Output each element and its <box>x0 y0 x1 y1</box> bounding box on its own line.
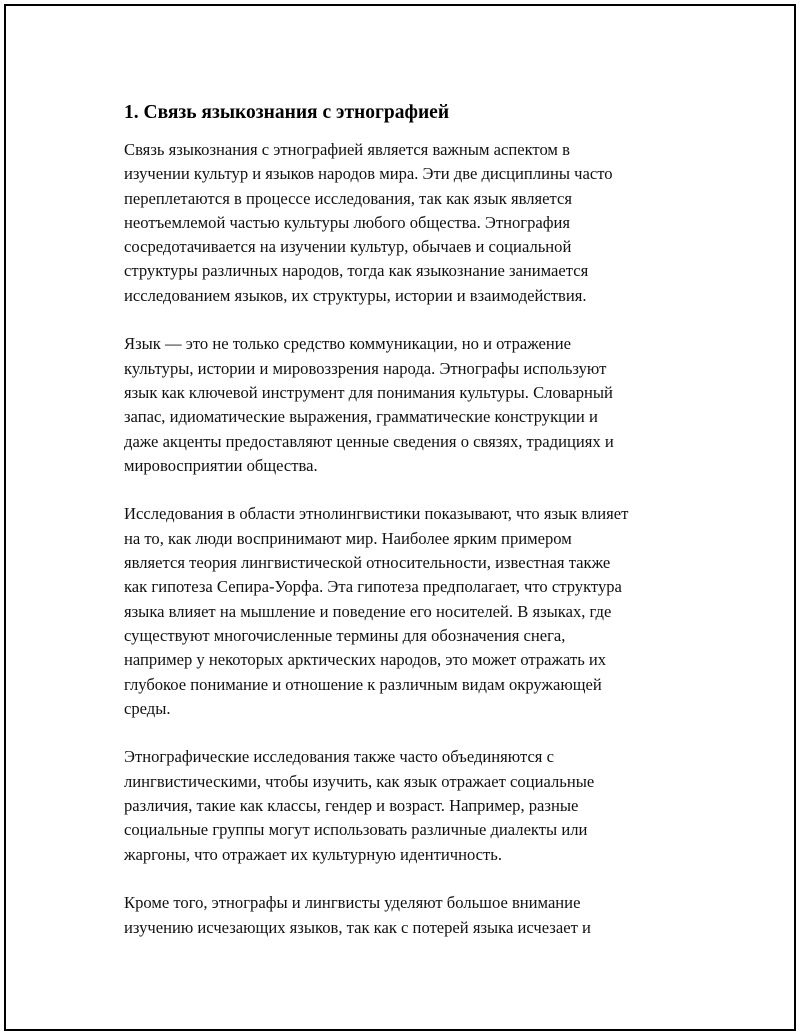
text-line: неотъемлемой частью культуры любого общества. Этнография <box>124 212 571 232</box>
text-line: Этнографические исследования также часто объединяются с <box>124 747 554 767</box>
text-line: исследованием языков, их структуры, истории и взаимодействия. <box>124 285 587 305</box>
text-line: различия, такие как классы, гендер и возраст. Например, разные <box>124 796 579 816</box>
text-line: жаргоны, что отражает их культурную идентичность. <box>124 844 503 864</box>
text-line: язык как ключевой инструмент для понимания культуры. Словарный <box>124 382 613 402</box>
text-line: социальные группы могут использовать различные диалекты или <box>124 820 588 840</box>
text-line: даже акценты предоставляют ценные сведения о связях, традициях и <box>124 431 614 451</box>
text-line: языка влияет на мышление и поведение его носителей. В языках, где <box>124 601 612 621</box>
text-line: переплетаются в процессе исследования, так как язык является <box>124 188 572 208</box>
text-line: изучению исчезающих языков, так как с потерей языка исчезает и <box>124 917 591 937</box>
text-line: глубокое понимание и отношение к различным видам окружающей <box>124 674 602 694</box>
paragraph <box>124 502 689 721</box>
text-line: существуют многочисленные термины для обозначения снега, <box>124 625 566 645</box>
text-line: культуры, истории и мировоззрения народа. Этнографы используют <box>124 358 607 378</box>
paragraph <box>124 891 689 940</box>
text-line: Язык — это не только средство коммуникации, но и отражение <box>124 334 572 354</box>
text-line: среды. <box>124 698 171 718</box>
text-line: Исследования в области этнолингвистики показывают, что язык влияет <box>124 504 629 524</box>
paragraph <box>124 332 689 478</box>
text-line: мировосприятии общества. <box>124 455 318 475</box>
document-body <box>124 100 689 964</box>
paragraph <box>124 745 689 866</box>
text-line: например у некоторых арктических народов, это может отражать их <box>124 650 607 670</box>
text-line: лингвистическими, чтобы изучить, как язык отражает социальные <box>124 771 595 791</box>
text-line: сосредотачивается на изучении культур, обычаев и социальной <box>124 237 572 257</box>
page-frame <box>4 4 796 1031</box>
text-line: является теория лингвистической относительности, известная также <box>124 553 611 573</box>
text-line: Связь языкознания с этнографией является важным аспектом в <box>124 140 570 159</box>
text-line: Кроме того, этнографы и лингвисты уделяют большое внимание <box>124 893 581 913</box>
text-line: изучении культур и языков народов мира. Эти две дисциплины часто <box>124 164 613 184</box>
text-line: на то, как люди воспринимают мир. Наиболее ярким примером <box>124 528 572 548</box>
text-line: структуры различных народов, тогда как языкознание занимается <box>124 261 589 281</box>
text-line: запас, идиоматические выражения, грамматические конструкции и <box>124 407 598 427</box>
text-line: как гипотеза Сепира-Уорфа. Эта гипотеза предполагает, что структура <box>124 577 622 597</box>
section-heading: 1. Связь языкознания с этнографией <box>124 102 450 123</box>
paragraph <box>124 138 689 308</box>
